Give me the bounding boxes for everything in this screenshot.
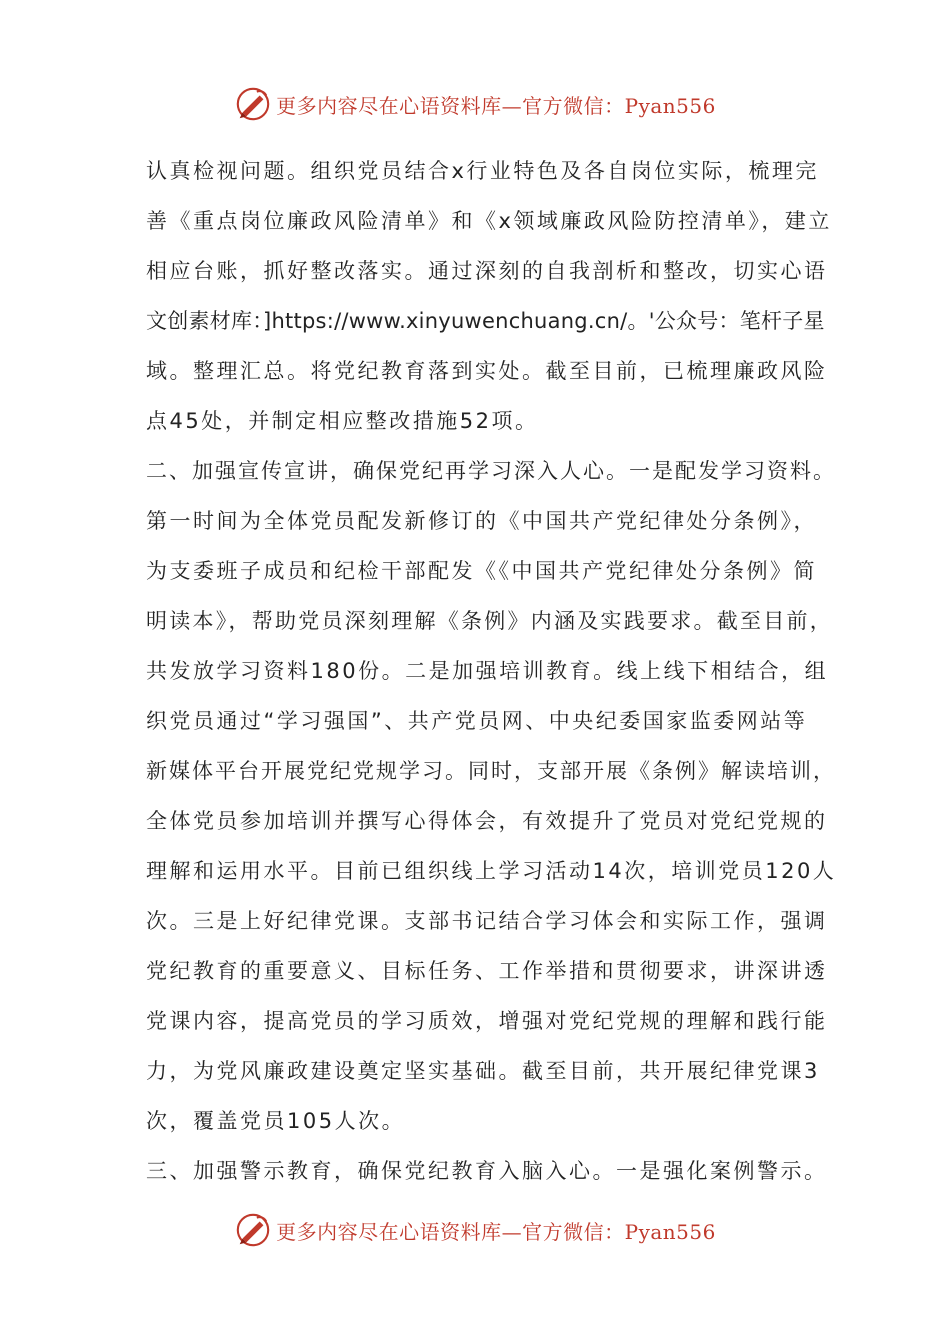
text-line: 新媒体平台开展党纪党规学习。同时，支部开展《条例》解读培训， [146, 759, 836, 783]
text-line: 域。整理汇总。将党纪教育落到实处。截至目前，已梳理廉政风险 [146, 359, 828, 383]
text-line: 全体党员参加培训并撰写心得体会，有效提升了党员对党纪党规的 [146, 809, 828, 833]
text-line: 党课内容，提高党员的学习质效，增强对党纪党规的理解和践行能 [146, 1009, 828, 1033]
header-banner [0, 82, 950, 126]
text-line: 共发放学习资料180份。二是加强培训教育。线上线下相结合，组 [146, 659, 829, 683]
footer-banner [0, 1208, 950, 1252]
text-line: 认真检视问题。组织党员结合x行业特色及各自岗位实际，梳理完 [146, 159, 819, 183]
text-line: 文创素材库：]https://www.xinyuwenchuang.cn/。'公众号：笔杆子星 [146, 309, 825, 333]
document-body [146, 146, 836, 1196]
text-line: 次，覆盖党员105人次。 [146, 1109, 406, 1133]
pen-logo-icon [234, 85, 272, 123]
pen-logo-icon [234, 1211, 272, 1249]
text-line: 力，为党风廉政建设奠定坚实基础。截至目前，共开展纪律党课3 [146, 1059, 820, 1083]
text-line: 次。三是上好纪律党课。支部书记结合学习体会和实际工作，强调 [146, 909, 828, 933]
text-line: 为支委班子成员和纪检干部配发《《中国共产党纪律处分条例》简 [146, 559, 817, 583]
text-line: 明读本》，帮助党员深刻理解《条例》内涵及实践要求。截至目前， [146, 609, 833, 633]
text-line: 理解和运用水平。目前已组织线上学习活动14次，培训党员120人 [146, 859, 837, 883]
text-line: 善《重点岗位廉政风险清单》和《x领域廉政风险防控清单》，建立 [146, 209, 832, 233]
text-line: 织党员通过“学习强国”、共产党员网、中央纪委国家监委网站等 [146, 709, 808, 733]
header-banner-text: 更多内容尽在心语资料库—官方微信：Pyan556 [276, 93, 716, 118]
text-line: 点45处，并制定相应整改措施52项。 [146, 409, 539, 433]
text-line: 二、加强宣传宣讲，确保党纪再学习深入人心。一是配发学习资料。 [146, 459, 836, 483]
text-line: 三、加强警示教育，确保党纪教育入脑入心。一是强化案例警示。 [146, 1159, 828, 1183]
footer-banner-text: 更多内容尽在心语资料库—官方微信：Pyan556 [276, 1219, 716, 1244]
text-line: 党纪教育的重要意义、目标任务、工作举措和贯彻要求，讲深讲透 [146, 959, 828, 983]
text-line: 相应台账，抓好整改落实。通过深刻的自我剖析和整改，切实心语 [146, 259, 828, 283]
text-line: 第一时间为全体党员配发新修订的《中国共产党纪律处分条例》， [146, 509, 817, 533]
